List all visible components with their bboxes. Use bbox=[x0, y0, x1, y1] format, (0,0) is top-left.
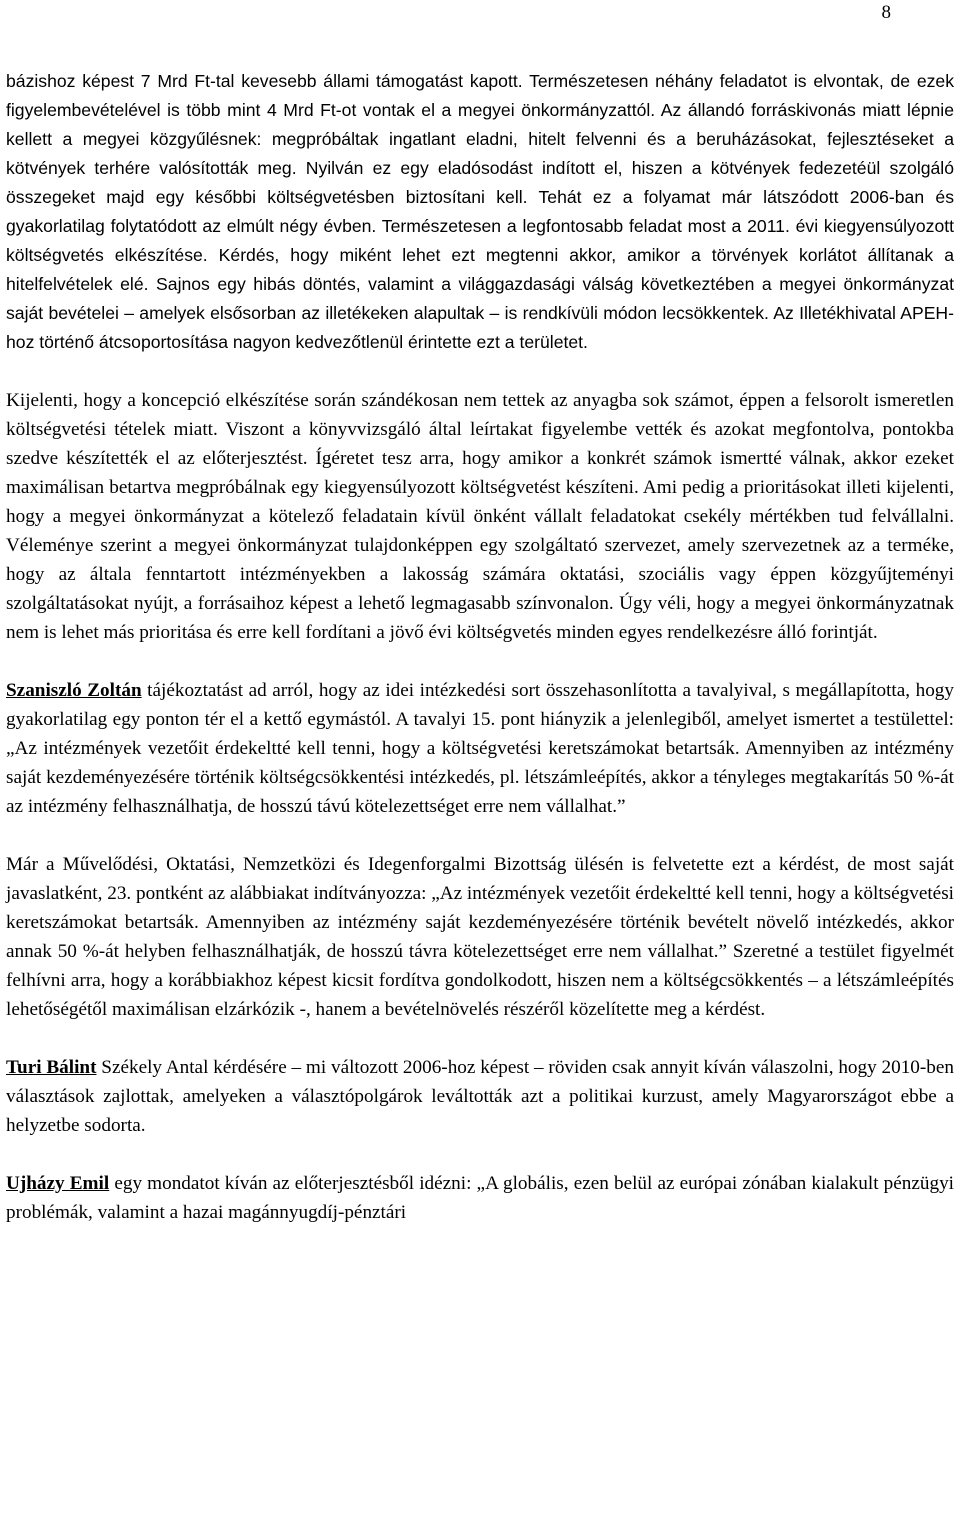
page-number: 8 bbox=[881, 2, 891, 23]
paragraph-ujhazy bbox=[6, 1169, 954, 1227]
speaker-name-ujhazy: Ujházy Emil bbox=[6, 1173, 110, 1194]
paragraph-szaniszlo bbox=[6, 676, 954, 821]
paragraph-committee-proposal: Már a Művelődési, Oktatási, Nemzetközi és Idegenforgalmi Bizottság ülésén is felvetette ezt a kérdést, de most saját javaslatként, 23. pontként az alábbiakat indítványozza: „Az intézmények vezetőit érdekeltté kell tenni, hogy a költségvetési keretszámokat betartsák. Amennyiben az intézmény saját kezdeményezésére történik bevételt növelő intézkedés, akkor annak 50 %-át helyben felhasználhatják, de hosszú távra kötelezettséget erre nem vállalhat.” Szeretné a testület figyelmét felhívni arra, hogy a korábbiakhoz képest kicsit fordítva gondolkodott, hiszen nem a költségcsökkentés – a létszámleépítés lehetőségétől maximálisan elzárkózik -, hanem a bevételnövelés részéről közelítette meg a kérdést. bbox=[6, 854, 954, 1020]
paragraph-text-szaniszlo: tájékoztatást ad arról, hogy az idei intézkedési sort összehasonlította a tavalyival, s megállapította, hogy gyakorlatilag egy ponton tér el a kettő egymástól. A tavalyi 15. pont hiányzik a jelenlegiből, amelyet ismertet a testülettel: „Az intézmények vezetőit érdekeltté kell tenni, hogy a költségvetési keretszámokat betartsák. Amennyiben az intézmény saját kezdeményezésére történik költségcsökkentési intézkedés, pl. létszámleépítés, akkor a tényleges megtakarítás 50 %-át az intézmény felhasználhatja, de hosszú távú kötelezettséget erre nem vállalhat.” bbox=[6, 680, 954, 817]
speaker-name-szaniszlo: Szaniszló Zoltán bbox=[6, 680, 142, 701]
paragraph-text-turi: Székely Antal kérdésére – mi változott 2006-hoz képest – röviden csak annyit kíván válaszolni, hogy 2010-ben választások zajlottak, amelyeken a választópolgárok leváltották azt a politikai kurzust, amely Magyarországot ebbe a helyzetbe sodorta. bbox=[6, 1057, 954, 1136]
paragraph-turi bbox=[6, 1053, 954, 1140]
paragraph-text-ujhazy: egy mondatot kíván az előterjesztésből idézni: „A globális, ezen belül az európai zónában kialakult pénzügyi problémák, valamint a hazai magánnyugdíj-pénztári bbox=[6, 1173, 954, 1223]
speaker-name-turi: Turi Bálint bbox=[6, 1057, 97, 1078]
paragraph-concept-numbers: Kijelenti, hogy a koncepció elkészítése során szándékosan nem tettek az anyagba sok számot, éppen a felsorolt ismeretlen költségvetési tételek miatt. Viszont a könyvvizsgáló által leírtakat figyelembe vették és azokat megfontolva, pontokba szedve készítették el az előterjesztést. Ígéretet tesz arra, hogy amikor a konkrét számok ismertté válnak, akkor ezeket maximálisan betartva megpróbálnak egy kiegyensúlyozott költségvetést készíteni. Ami pedig a prioritásokat illeti kijelenti, hogy a megyei önkormányzat a kötelező feladatain kívül önként vállalt feladatokat csekély mértékben tud felvállalni. Véleménye szerint a megyei önkormányzat tulajdonképpen egy szolgáltató szervezet, amely szervezetnek az a terméke, hogy az általa fenntartott intézményekben a lakosság számára oktatási, szociális vagy éppen közgyűjteményi szolgáltatásokat nyújt, a forrásaihoz képest a lehető legmagasabb színvonalon. Úgy véli, hogy a megyei önkormányzatnak nem is lehet más prioritása és erre kell fordítani a jövő évi költségvetés minden egyes rendelkezésre álló forintját. bbox=[6, 390, 954, 643]
paragraph-budget-history: bázishoz képest 7 Mrd Ft-tal kevesebb állami támogatást kapott. Természetesen néhány feladatot is elvontak, de ezek figyelembevételével is több mint 4 Mrd Ft-ot vontak el a megyei önkormányzattól. Az állandó forráskivonás miatt lépnie kellett a megyei közgyűlésnek: megpróbáltak ingatlant eladni, hitelt felvenni és a beruházásokat, fejlesztéseket a kötvények terhére valósították meg. Nyilván ez egy eladósodást indított el, hiszen a kötvények fedezetéül szolgáló összegeket majd egy későbbi költségvetésben biztosítani kell. Tehát ez a folyamat már látszódott 2006-ban és gyakorlatilag folytatódott az elmúlt négy évben. Természetesen a legfontosabb feladat most a 2011. évi kiegyensúlyozott költségvetés elkészítése. Kérdés, hogy miként lehet ezt megtenni akkor, amikor a törvények korlátot állítanak a hitelfelvételek elé. Sajnos egy hibás döntés, valamint a világgazdasági válság következtében a megyei önkormányzat saját bevételei – amelyek elsősorban az illetékeken alapultak – is rendkívüli módon lecsökkentek. Az Illetékhivatal APEH-hoz történő átcsoportosítása nagyon kedvezőtlenül érintette ezt a területet. bbox=[6, 71, 954, 352]
document-body bbox=[6, 67, 954, 1256]
